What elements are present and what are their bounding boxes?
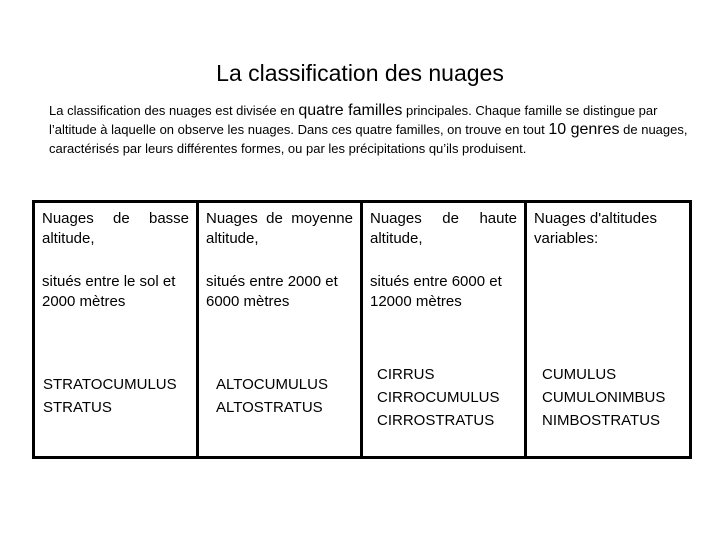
table-cell [34,266,198,341]
intro-text-3: de nuages, caractérisés par leurs différentes formes, ou par les précipitations qu’ils produisent. [49,122,688,156]
header-high-altitude: Nuages de haute altitude, [370,210,517,247]
table-cell [198,266,362,341]
header-low-altitude: Nuages de basse altitude, [42,210,189,247]
range-high: situés entre 6000 et 12000 mètres [370,272,502,310]
range-variable [527,266,689,272]
table-cell [198,202,362,266]
intro-paragraph [49,101,689,158]
table-row-headers [34,202,691,266]
table-cell [526,266,691,341]
page-title: La classification des nuages [216,60,504,86]
intro-highlight-genres: 10 genres [548,121,620,138]
cloud-type: CUMULONIMBUS [542,388,666,406]
table-cell [198,341,362,458]
types-low-list [35,341,196,419]
table-cell [34,202,198,266]
intro-text-2: principales. Chaque famille se distingue par l’altitude à laquelle on observe les nuages. Dans ces quatre familles, on trouve en tout [49,103,658,137]
table-cell [526,341,691,458]
range-low: situés entre le sol et 2000 mètres [42,272,176,310]
intro-highlight-families: quatre familles [298,102,403,119]
table-row-types [34,341,691,458]
types-mid-list [199,341,360,419]
table-cell [34,341,198,458]
table-cell [526,202,691,266]
cloud-type: STRATOCUMULUS [43,375,177,393]
header-mid-altitude: Nuages de moyenne altitude, [206,210,353,247]
cloud-type: CIRRUS [377,365,435,383]
cloud-type: CIRROSTRATUS [377,411,495,429]
range-mid: situés entre 2000 et 6000 mètres [206,272,338,310]
cloud-type: NIMBOSTRATUS [542,411,661,429]
cloud-classification-table [32,200,692,459]
intro-text-1: La classification des nuages est divisée en [49,103,299,118]
cloud-type: STRATUS [43,398,112,416]
types-variable-list [527,341,689,432]
table-row-ranges [34,266,691,341]
types-high-list [363,341,524,432]
cloud-type: ALTOSTRATUS [216,398,323,416]
table-cell [362,266,526,341]
header-variable-altitude: Nuages d'altitudes variables: [534,210,657,247]
table-cell [362,202,526,266]
cloud-type: CUMULUS [542,365,617,383]
cloud-type: ALTOCUMULUS [216,375,328,393]
cloud-type: CIRROCUMULUS [377,388,500,406]
table-cell [362,341,526,458]
